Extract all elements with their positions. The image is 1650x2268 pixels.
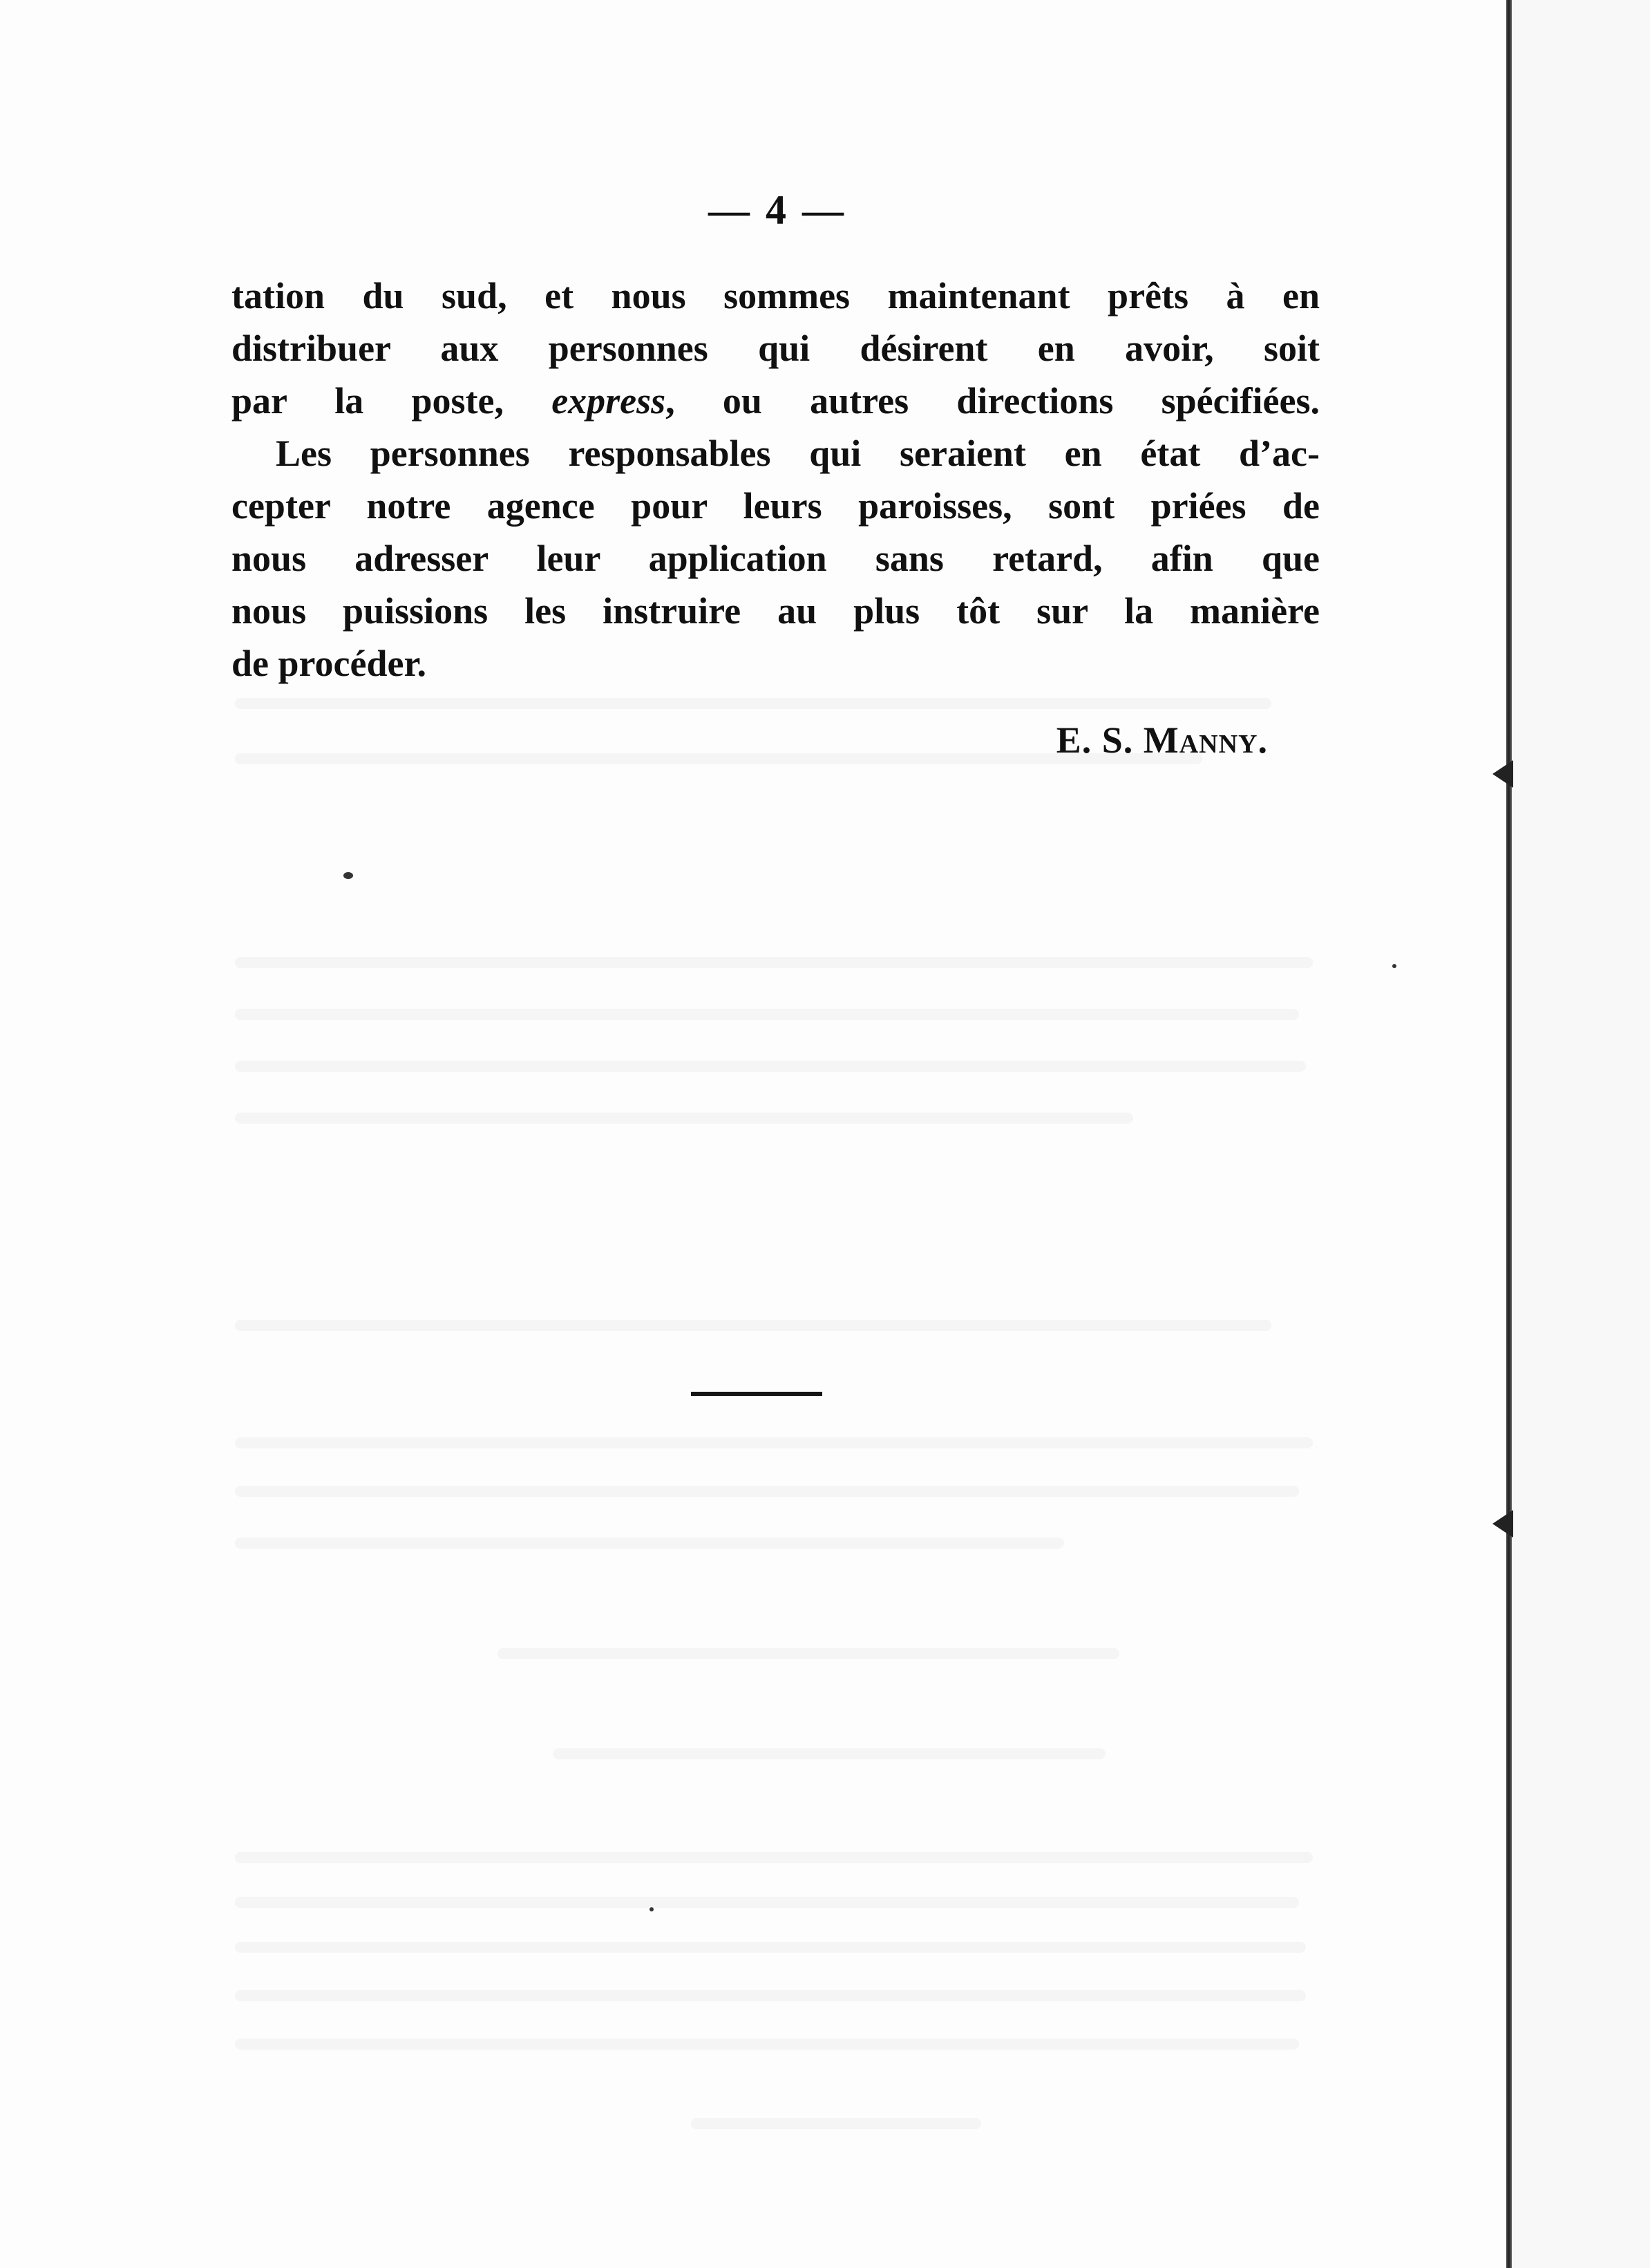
show-through-mark (235, 2039, 1299, 2050)
show-through-mark (235, 1486, 1299, 1497)
ink-speck (343, 872, 353, 879)
text-line (231, 375, 1320, 427)
show-through-mark (235, 1897, 1299, 1908)
binding-notch (1492, 760, 1513, 788)
italic-word: express (551, 380, 666, 422)
text-line: tation du sud, et nous sommes maintenant prêts à en (231, 275, 1320, 316)
divider-rule (691, 1392, 822, 1396)
paragraph-2 (231, 427, 1320, 690)
show-through-mark (235, 1061, 1306, 1072)
binding-edge (1506, 0, 1512, 2268)
page-number: — 4 — (708, 187, 846, 233)
show-through-mark (235, 1320, 1271, 1331)
show-through-mark (497, 1648, 1119, 1659)
binding-notch (1492, 1510, 1513, 1538)
text-line: Les personnes responsables qui seraient en état d’ac- (276, 433, 1320, 474)
text-line: distribuer aux personnes qui désirent en avoir, soit (231, 328, 1320, 369)
text-line: nous adresser leur application sans retard, afin que (231, 538, 1320, 579)
show-through-mark (691, 2118, 981, 2129)
show-through-mark (553, 1748, 1106, 1759)
show-through-mark (235, 1113, 1133, 1124)
paragraph-1 (231, 270, 1320, 427)
text-line: de procéder. (231, 643, 426, 684)
binding-margin (1512, 0, 1650, 2268)
text-fragment: , ou autres directions spécifiées. (665, 380, 1320, 422)
text-line: cepter notre agence pour leurs paroisses, sont priées de (231, 485, 1320, 527)
text-fragment: par la poste, (231, 380, 552, 422)
signature: E. S. Manny. (1056, 719, 1268, 761)
show-through-mark (235, 1942, 1306, 1953)
show-through-mark (235, 957, 1313, 968)
show-through-mark (235, 698, 1271, 709)
ink-speck (1392, 964, 1396, 968)
show-through-mark (235, 1538, 1064, 1549)
body-text (231, 270, 1320, 690)
show-through-mark (235, 1437, 1313, 1448)
show-through-mark (235, 1852, 1313, 1863)
show-through-mark (235, 1990, 1306, 2001)
ink-speck (649, 1907, 654, 1911)
show-through-mark (235, 1009, 1299, 1020)
text-line: nous puissions les instruire au plus tôt sur la manière (231, 590, 1320, 632)
